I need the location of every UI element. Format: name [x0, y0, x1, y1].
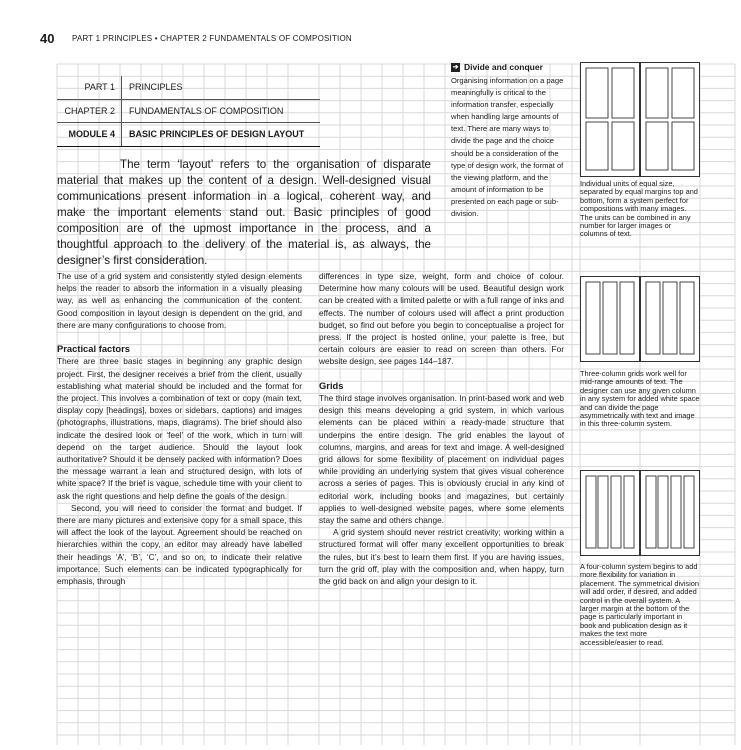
page-number: 40 [40, 31, 55, 46]
three-column-grid-diagram [580, 276, 700, 362]
body-column-right [319, 270, 564, 587]
section-heading: Practical factors [57, 343, 130, 355]
body-paragraph: The third stage involves organisation. In print-based work and web design this means developing a grid system, in which various elements can be placed within a ready-made structure that underpins the entire design. The grid enables the layout of columns, margins, and areas for text and image. A well-designed grid allows for some flexibility of placement on individual pages while providing an underlying system that gives visual coherence across a series of pages. This is obviously crucial in any kind of editorial work, including books and magazines, but certainly applies to well-designed website pages, where some elements stay the same and others change. [319, 393, 564, 526]
breadcrumb-key: MODULE 4 [57, 123, 122, 147]
breadcrumb-value: PRINCIPLES [122, 76, 321, 99]
body-paragraph: A grid system should never restrict creativity; working within a structured format will offer many excellent opportunities to break the rules, but it’s best to learn them first. If you are having issues, turn the grid off, play with the composition and, when happy, turn the grid back on and align your design to it. [319, 527, 564, 587]
section-heading: Grids [319, 379, 344, 391]
breadcrumb-key: CHAPTER 2 [57, 99, 122, 123]
breadcrumb-value: BASIC PRINCIPLES OF DESIGN LAYOUT [122, 123, 321, 147]
breadcrumb [57, 76, 320, 147]
caption-three-column: Three-column grids work well for mid-range amounts of text. The designer can use any given column in any system for added white space and can divide the page asymmetrically with text and image in this three-column system. [580, 369, 700, 429]
breadcrumb-key: PART 1 [57, 76, 122, 99]
four-column-grid-diagram [580, 470, 700, 556]
body-paragraph: Second, you will need to consider the format and budget. If there are many pictures and extensive copy for a small space, this will affect the look of the layout. Agreement should be reached on hierarchies within the copy, an editor may already have labelled their headings ‘A’, ‘B’, ‘C’, and so on, to indicate their relative importance. Such elements can be indicated typographically for emphasis, through [57, 502, 302, 587]
unit-grid-diagram [580, 62, 700, 177]
sidebar-heading [451, 62, 543, 72]
body-paragraph: The use of a grid system and consistently styled design elements helps the reader to absorb the information in a visually pleasing way, as well as enhancing the communication of the content. Good composition in layout design is dependent on the grid, and there are many configurations to choose from. [57, 271, 302, 330]
sidebar-body: Organising information on a page meaningfully is critical to the information transfer, especially when handling large amounts of text. There are many ways to divide the page and the choice should be a consideration of the type of design work, the format of the viewing platform, and the amount of information to be presented on each page or sub-division. [451, 76, 564, 219]
body-paragraph: differences in type size, weight, form and choice of colour. Determine how many colours will be used. Beautiful design work can be created with a limited palette or with a full range of inks and effects. The number of colours used will affect a print production budget, so find out before you begin to conceptualise a project for press. If the project is hosted online, your palette is free, but certain colours are easier to read on screen than others. For website design, see pages 144–187. [319, 271, 564, 367]
breadcrumb-row-chapter [57, 99, 320, 123]
arrow-right-icon: ➔ [452, 64, 459, 71]
breadcrumb-row-module [57, 123, 320, 147]
running-title: PART 1 PRINCIPLES • CHAPTER 2 FUNDAMENTALS OF COMPOSITION [72, 34, 352, 43]
body-column-left [57, 270, 302, 587]
sidebar-heading-text: Divide and conquer [464, 62, 543, 72]
breadcrumb-row-part [57, 76, 320, 99]
caption-four-column: A four-column system begins to add more flexibility for variation in placement. The symmetrical division will add order, if desired, and added control in the overall system. A larger margin at the bottom of the page is particularly important in book and publication design as it makes the text more accessible/easier to read. [580, 562, 699, 647]
breadcrumb-value: FUNDAMENTALS OF COMPOSITION [122, 99, 321, 123]
caption-unit-grid: Individual units of equal size, separated by equal margins top and bottom, form a system perfect for compositions with many images. The units can be combined in any number for larger images or columns of text. [580, 179, 698, 239]
body-paragraph: There are three basic stages in beginning any graphic design project. First, the designer receives a brief from the client, usually establishing what material should be included and the format for the project. This involves a combination of text or copy (main text, display copy [headings], boxes or sidebars, captions) and images (photographs, illustrations, maps, diagrams). The brief should also indicate the desired look or ‘feel’ of the work, which in turn will depend on the target audience. Should the layout look authoritative? Should it be densely packed with information? Does the message warrant a lean and structured design, with lots of white space? If the brief is vague, schedule time with your client to ask the right questions and help define the goals of the design. [57, 356, 302, 501]
intro-paragraph: The term ‘layout’ refers to the organisation of disparate material that makes up the content of a design. Well-designed visual communications present information in a logical, coherent way, and make the important elements stand out. Basic principles of good composition are of the upmost importance in the process, and a thoughtful approach to the delivery of the material is, as always, the designer’s first consideration. [57, 158, 431, 267]
